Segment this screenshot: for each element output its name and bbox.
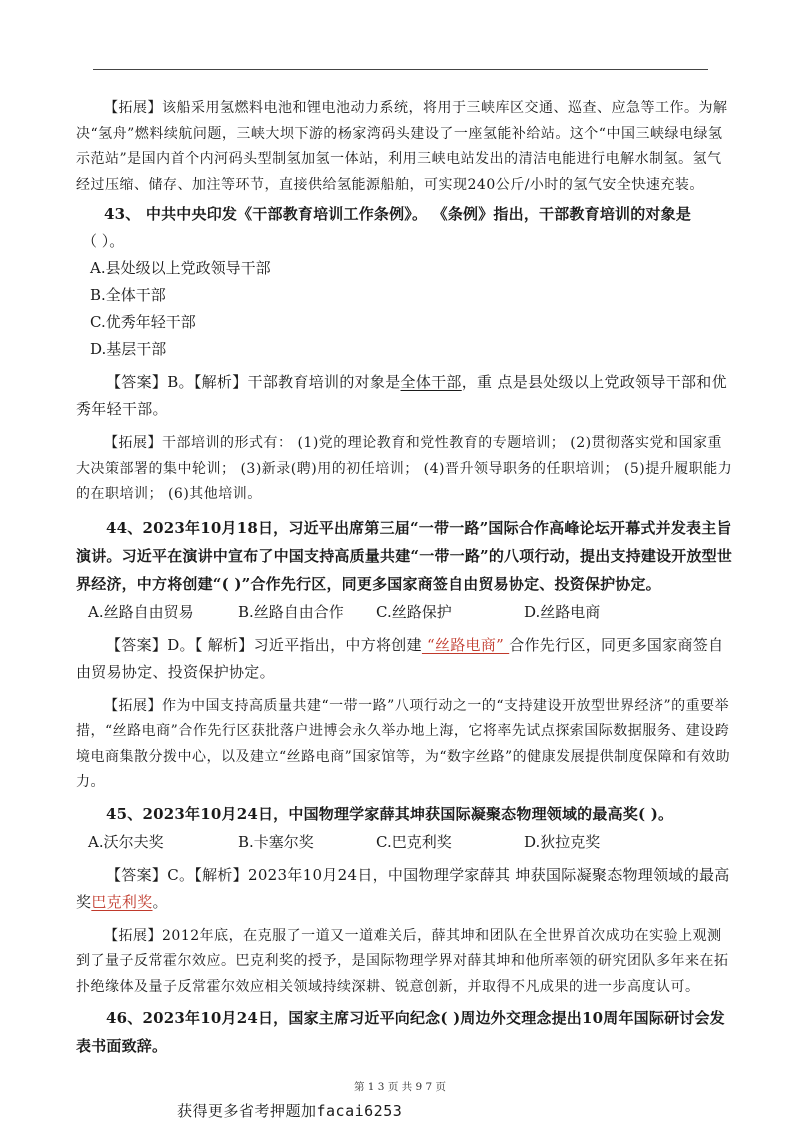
question-44-expand: 【拓展】作为中国支持高质量共建“一带一路”八项行动之一的“支持建设开放型世界经济”的重要举措，“丝路电商”合作先行区获批落户进博会永久举办地上海，它将率先试点探索国际数据服务、建设跨境电商集散分拨中心，以及建立“丝路电商”国家馆等，为“数字丝路”的健康发展提供制度保障和有效助力。 [76,697,731,790]
question-46-stem: 46、2023年10月24日，国家主席习近平向纪念( )周边外交理念提出10周年国际研讨会发表书面致辞。 [76,1009,725,1055]
promo-text: 获得更多省考押题加facai6253 [177,1102,403,1120]
answer-key: 全体干部 [400,373,462,391]
page-number: 第 1 3 页 共 9 7 页 [353,1081,447,1093]
question-43-answer: 【答案】B。【解析】干部教育培训的对象是全体干部，重 点是县处级以上党政领导干部和优秀年轻干部。 [76,373,727,418]
question-43-option-a: A.县处级以上党政领导干部 [90,259,271,277]
expand-label: 【拓展】 [104,100,162,116]
question-45-option-a: A.沃尔夫奖 [88,832,164,851]
answer-key: 巴克利奖 [91,892,153,911]
question-43-stem: 43、 中共中央印发《干部教育培训工作条例》。 《条例》指出，干部教育培训的对象是 [104,205,692,223]
header-rule [93,69,708,70]
question-45-answer: 【答案】C。【解析】2023年10月24日，中国物理学家薛其 坤获国际凝聚态物理领域的最高奖巴克利奖。 [76,865,730,911]
question-43-option-c: C.优秀年轻干部 [90,313,196,331]
answer-key: “丝路电商” [421,635,510,654]
question-45-option-b: B.卡塞尔奖 [238,832,314,851]
question-44-stem: 44、2023年10月18日，习近平出席第三届“一带一路”国际合作高峰论坛开幕式并发表主旨演讲。习近平在演讲中宣布了中国支持高质量共建“一带一路”的八项行动，提出支持建设开放型世界经济，中方将创建“( )”合作先行区，同更多国家商签自由贸易协定、投资保护协定。 [76,518,733,593]
question-44-answer: 【答案】D。【 解析】习近平指出，中方将创建 “丝路电商” 合作先行区，同更多国家商签自由贸易协定、投资保护协定。 [76,635,724,681]
document-body [76,96,736,1060]
question-45-expand: 【拓展】2012年底，在克服了一道又一道难关后，薛其坤和团队在全世界首次成功在实验上观测到了量子反常霍尔效应。巴克利奖的授予，是国际物理学界对薛其坤和他所率领的研究团队多年来在拓扑绝缘体及量子反常霍尔效应相关领域持续深耕、锐意创新，并取得不凡成果的进一步高度认可。 [76,927,729,995]
question-43-option-b: B.全体干部 [90,286,166,304]
question-45-options [76,828,736,856]
expand-paragraph-intro [76,96,736,198]
question-43-expand: 【拓展】干部培训的形式有： (1)党的理论教育和党性教育的专题培训； (2)贯彻落实党和国家重大决策部署的集中轮训； (3)新录(聘)用的初任培训； (4)晋升领导职务的任职培训； (5)提升履职能力的在职培训； (6)其他培训。 [76,435,733,502]
question-44-option-b: B.丝路自由合作 [238,602,344,621]
question-43-options [76,255,736,363]
question-44-options [76,598,736,626]
expand-text: 该船采用氢燃料电池和锂电池动力系统，将用于三峡库区交通、巡查、应急等工作。为解决“氢舟”燃料续航问题，三峡大坝下游的杨家湾码头建设了一座氢能补给站。这个“中国三峡绿电绿氢示范站”是国内首个内河码头型制氢加氢一体站，利用三峡电站发出的清洁电能进行电解水制氢。氢气经过压缩、储存、加注等环节，直接供给氢能源船舶，可实现240公斤/小时的氢气安全快速充装。 [76,100,728,193]
question-45-stem: 45、2023年10月24日，中国物理学家薛其坤获国际凝聚态物理领域的最高奖( )。 [106,804,674,823]
question-44-option-c: C.丝路保护 [376,602,452,621]
question-43-option-d: D.基层干部 [90,340,167,358]
question-44-option-a: A.丝路自由贸易 [88,602,194,621]
question-43-blank: （ ）。 [82,232,125,250]
question-44-option-d: D.丝路电商 [524,602,601,621]
question-45-option-c: C.巴克利奖 [376,832,452,851]
question-45-option-d: D.狄拉克奖 [524,832,601,851]
